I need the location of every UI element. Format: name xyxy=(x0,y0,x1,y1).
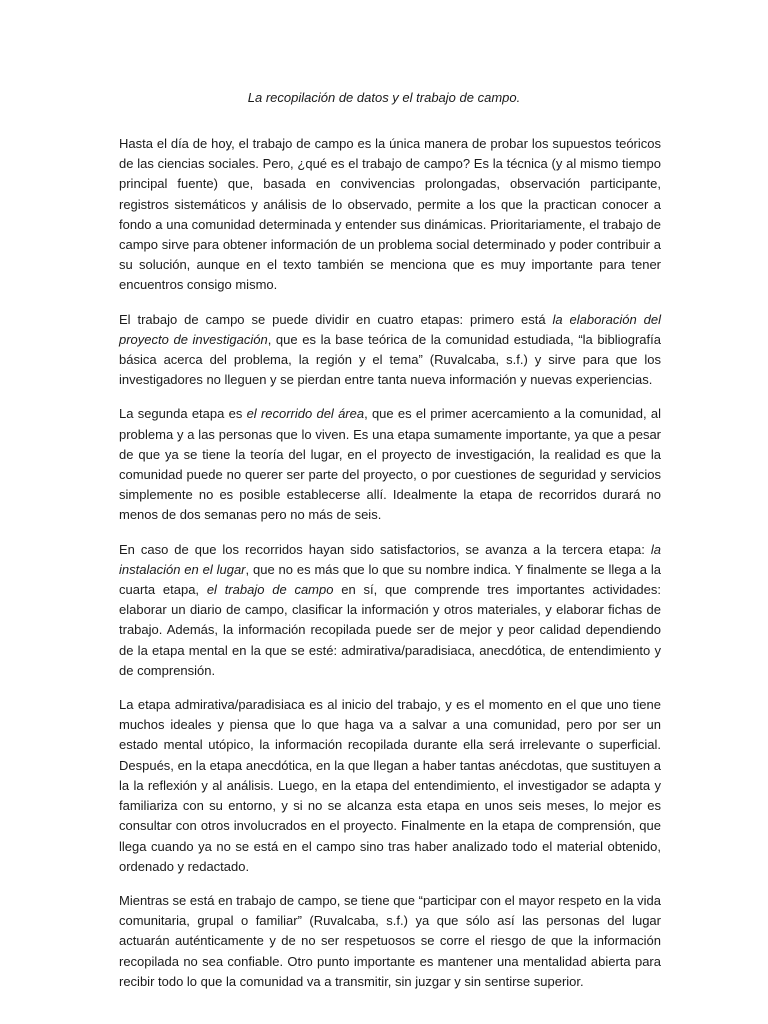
document-body xyxy=(119,134,661,1006)
paragraph-6 xyxy=(119,891,661,992)
paragraph-2 xyxy=(119,310,661,391)
italic-run: la instalación en el lugar xyxy=(119,541,661,577)
paragraph-3 xyxy=(119,404,661,525)
text-run: La segunda etapa es xyxy=(119,406,247,422)
text-run: Mientras se está en trabajo de campo, se tiene que “participar con el mayor respeto en la vida comunitaria, grupal o familiar” (Ruvalcaba, s.f.) ya que sólo así las personas del lugar actuarán auténticamente y de no ser respetuosos se corre el riesgo de que la información recopilada no sea confiable. Otro punto importante es mantener una mentalidad abierta para recibir todo lo que la comunidad va a transmitir, sin juzgar y sin sentirse superior. xyxy=(119,892,661,989)
text-run: Hasta el día de hoy, el trabajo de campo es la única manera de probar los supuestos teóricos de las ciencias sociales. Pero, ¿qué es el trabajo de campo? Es la técnica (y al mismo tiempo principal fuente) que, basada en convivencias prolongadas, observación participante, registros sistemáticos y análisis de lo observado, permite a los que la practican conocer a fondo a una comunidad determinada y entender sus dinámicas. Prioritariamente, el trabajo de campo sirve para obtener información de un problema social determinado y poder contribuir a su solución, aunque en el texto también se menciona que es muy importante para tener encuentros consigo mismo. xyxy=(119,136,661,293)
italic-run: el recorrido del área xyxy=(246,406,365,422)
text-run: , que es la base teórica de la comunidad estudiada, “la bibliografía básica acerca del problema, la región y el tema” (Ruvalcaba, s.f.) y sirve para que los investigadores no lleguen y se pierdan entre tanta nueva información y nuevas experiencias. xyxy=(119,331,661,388)
text-run: , que es el primer acercamiento a la comunidad, al problema y a las personas que lo viven. Es una etapa sumamente importante, ya que a pesar de que ya se tiene la teoría del lugar, en el proyecto de investigación, la realidad es que la comunidad puede no querer ser parte del proyecto, o por cuestiones de seguridad y servicios simplemente no es posible establecerse allí. Idealmente la etapa de recorridos durará no menos de dos semanas pero no más de seis. xyxy=(119,406,661,523)
text-run: El trabajo de campo se puede dividir en cuatro etapas: primero está xyxy=(119,311,553,327)
document-title: La recopilación de datos y el trabajo de campo. xyxy=(247,90,521,105)
text-run: En caso de que los recorridos hayan sido satisfactorios, se avanza a la tercera etapa: xyxy=(119,541,651,557)
paragraph-5 xyxy=(119,695,661,877)
paragraph-4 xyxy=(119,540,661,681)
text-run: , que no es más que lo que su nombre indica. Y finalmente se llega a la cuarta etapa, xyxy=(119,561,662,598)
italic-run: el trabajo de campo xyxy=(206,582,334,598)
text-run: La etapa admirativa/paradisiaca es al inicio del trabajo, y es el momento en el que uno tiene muchos ideales y piensa que lo que haga va a salvar a una comunidad, pero por ser un estado mental utópico, la información recopilada durante ella será irrelevante o superficial. Después, en la etapa anecdótica, en la que llegan a haber tantas anécdotas, que sustituyen a la la reflexión y al análisis. Luego, en la etapa del entendimiento, el investigador se adapta y familiariza con su entorno, y si no se alcanza esta etapa en unos seis meses, lo mejor es consultar con otros involucrados en el proyecto. Finalmente en la etapa de comprensión, que llega cuando ya no se está en el campo sino tras haber analizado todo el material obtenido, ordenado y redactado. xyxy=(119,697,661,874)
paragraph-1 xyxy=(119,134,661,296)
italic-run: la elaboración del proyecto de investigación xyxy=(119,311,661,347)
text-run: en sí, que comprende tres importantes actividades: elaborar un diario de campo, clasificar la información y otros materiales, y elaborar fichas de trabajo. Además, la información recopilada puede ser de mejor y peor calidad dependiendo de la etapa mental en la que se esté: admirativa/paradisiaca, anecdótica, de entendimiento y de comprensión. xyxy=(119,582,661,678)
